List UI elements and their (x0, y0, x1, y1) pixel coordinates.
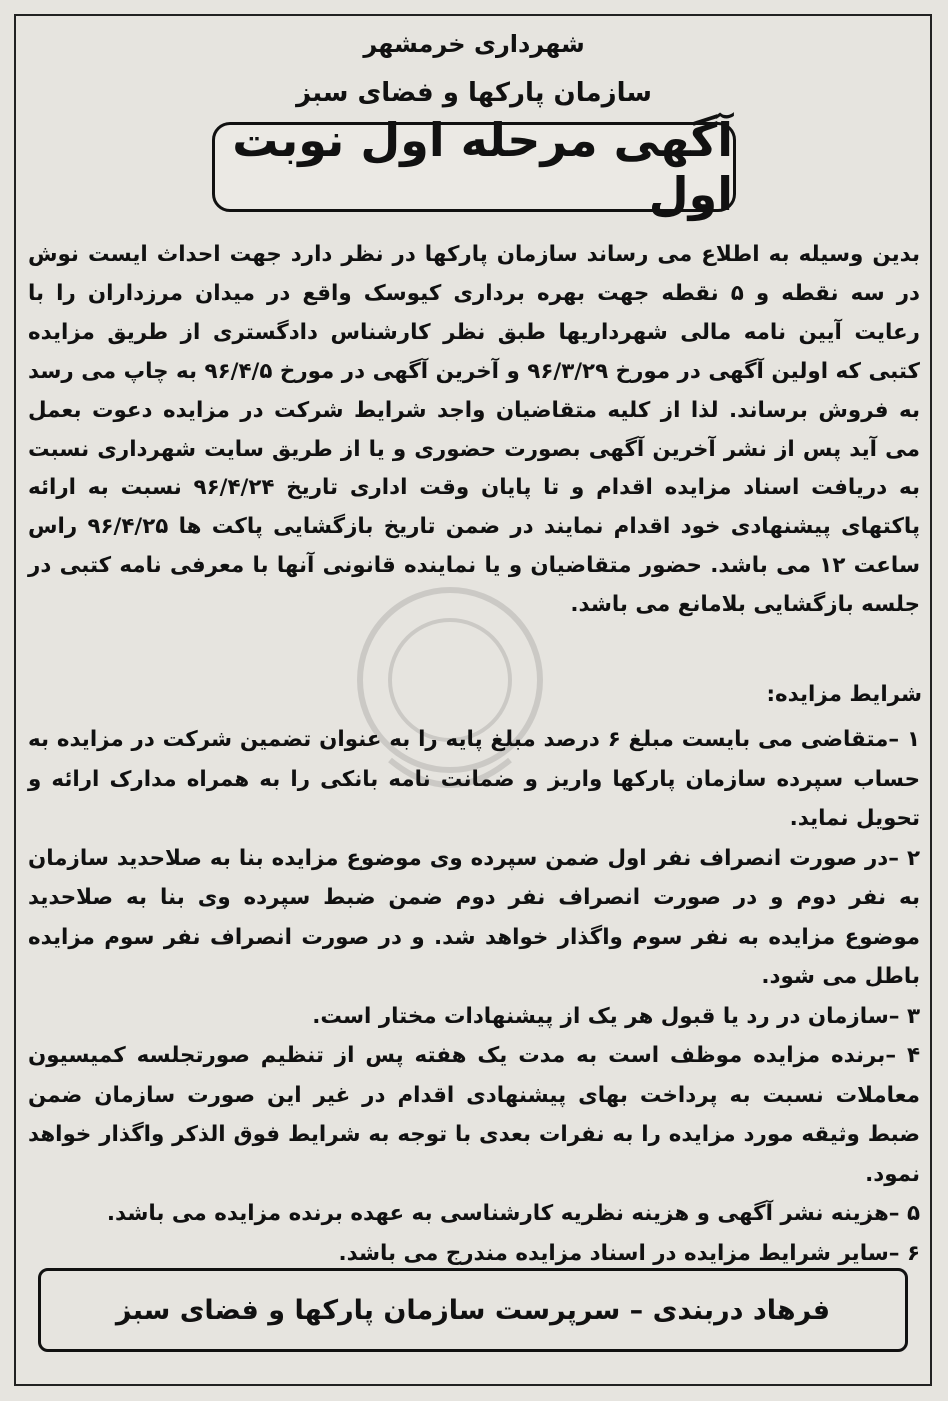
body-paragraph: بدین وسیله به اطلاع می رساند سازمان پارکها در نظر دارد جهت احداث ایست نوش در سه نقطه و ۵ نقطه جهت بهره برداری کیوسک واقع در میدان مرزداران را با رعایت آیین نامه مالی شهرداریها طبق نظر کارشناس دادگستری از طریق مزایده کتبی که اولین آگهی در مورخ ۹۶/۳/۲۹ و آخرین آگهی در مورخ ۹۶/۴/۵ به چاپ می رسد به فروش برساند. لذا از کلیه متقاضیان واجد شرایط شرکت در مزایده دعوت بعمل می آید پس از نشر آخرین آگهی بصورت حضوری و یا از طریق سایت شهرداری نسبت به دریافت اسناد مزایده اقدام و تا پایان وقت اداری تاریخ ۹۶/۴/۲۴ نسبت به ارائه پاکتهای پیشنهادی خود اقدام نمایند در ضمن تاریخ بازگشایی پاکت ها ۹۶/۴/۲۵ راس ساعت ۱۲ می باشد. حضور متقاضیان و یا نماینده قانونی آنها با معرفی نامه کتبی در جلسه بازگشایی بلامانع می باشد. (28, 242, 920, 618)
conditions-heading: شرایط مزایده: (766, 682, 922, 707)
notice-body (28, 236, 920, 625)
title-box (212, 113, 736, 221)
organization-name: سازمان پارکها و فضای سبز (296, 78, 652, 108)
conditions-list (28, 720, 920, 1273)
condition-item-5: ۵ –هزینه نشر آگهی و هزینه نظریه کارشناسی به عهده برنده مزایده می باشد. (106, 1201, 920, 1226)
notice-title: آگهی مرحله اول نوبت اول (232, 113, 733, 221)
condition-item-3: ۳ –سازمان در رد یا قبول هر یک از پیشنهادات مختار است. (312, 1003, 920, 1029)
condition-item-2: ۲ –در صورت انصراف نفر اول ضمن سپرده وی موضوع مزایده بنا به صلاحدید سازمان به نفر دوم و در صورت انصراف نفر دوم ضمن ضبط سپرده وی بنا به صلاحدید موضوع مزایده به نفر سوم واگذار خواهد شد. و در صورت انصراف نفر سوم مزایده باطل می شود. (28, 845, 920, 989)
condition-item-1: ۱ –متقاضی می بایست مبلغ ۶ درصد مبلغ پایه را به عنوان تضمین شرکت در مزایده به حساب سپرده سازمان پارکها واریز و ضمانت نامه بانکی را به همراه مدارک ارائه و تحویل نماید. (28, 727, 920, 831)
condition-item-4: ۴ –برنده مزایده موظف است به مدت یک هفته پس از تنظیم صورتجلسه کمیسیون معاملات نسبت به پرداخت بهای پیشنهادی اقدام در غیر این صورت سازمان ضمن ضبط وثیقه مورد مزایده را به نفرات بعدی با توجه به شرایط فوق الذکر واگذار خواهد نمود. (28, 1043, 920, 1187)
municipality-name: شهرداری خرمشهر (363, 30, 585, 58)
signature-text: فرهاد دربندی – سرپرست سازمان پارکها و فضای سبز (115, 1294, 831, 1326)
signature-box (38, 1268, 908, 1352)
condition-item-6: ۶ –سایر شرایط مزایده در اسناد مزایده مندرج می باشد. (338, 1240, 920, 1266)
